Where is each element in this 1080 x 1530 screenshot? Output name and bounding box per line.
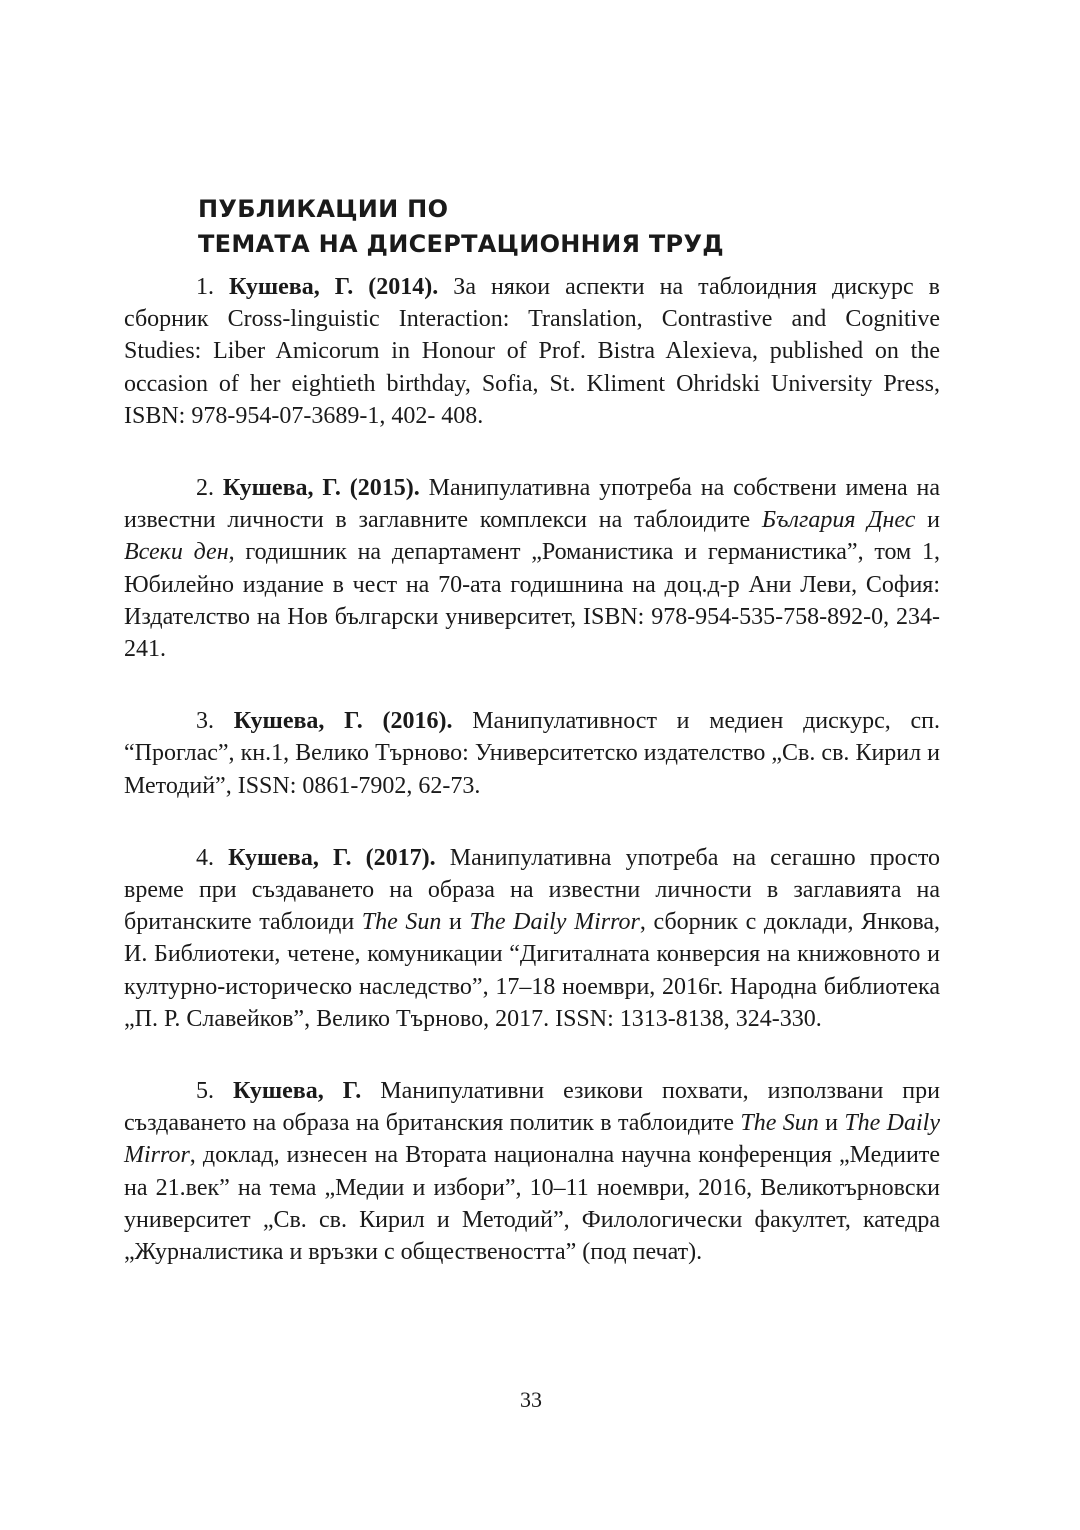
publication-text: , сборник с доклади, Янкова, И. Библиотеки, четене, комуникации “Дигиталната конверсия на книжовното и културно-историческо наследство”, 17–18 ноември, 2016г. Народна библиотека „П. Р. Славейков”, Велико Търново, 2017. ISSN: 1313-8138, 324-330. (124, 909, 941, 1032)
publication-title-italic: България Днес (761, 507, 916, 534)
publication-text: , доклад, изнесен на Втората национална научна конференция „Медиите на 21.век” на тема „Медии и избори”, 10–11 ноември, 2016, Великотърновски университет „Св. св. Кирил и Методий”, Филологически факултет, катедра „Журналистика и връзки с обществеността” (под печат). (124, 1142, 940, 1266)
section-heading-line-1: ПУБЛИКАЦИИ ПО (198, 195, 449, 223)
publication-item-1 (124, 271, 940, 432)
publication-number: 3. (196, 708, 214, 735)
publication-author: Кушева, Г. (2017). (228, 844, 436, 871)
publication-title-italic: Всеки ден (124, 539, 229, 566)
section-heading-line-2: ТЕМАТА НА ДИСЕРТАЦИОННИЯ ТРУД (198, 230, 724, 258)
publication-text: Манипулативна употреба на собствени имена на известни личности в заглавните комплекси на таблоидите (124, 475, 940, 534)
publication-text: , годишник на департамент „Романистика и германистика”, том 1, Юбилейно издание в чест на 70-ата годишнина на доц.д-р Ани Леви, София: Издателство на Нов български университет, ISBN: 978-954-535-758-892-0, 234-241. (124, 539, 940, 663)
publication-item-5 (124, 1075, 940, 1268)
publication-list (124, 271, 940, 1308)
publication-item-3 (124, 705, 940, 802)
section-heading (198, 192, 958, 262)
publication-text: Манипулативност и медиен дискурс, сп. “Проглас”, кн.1, Велико Търново: Университетско издателство „Св. св. Кирил и Методий”, ISSN: 0861-7902, 62-73. (124, 708, 940, 799)
publication-text: Манипулативни езикови похвати, използвани при създаването на образа на британския политик в таблоидите (124, 1078, 940, 1137)
publication-title-italic: The Daily Mirror (124, 1110, 941, 1169)
publication-text: Манипулативна употреба на сегашно просто време при създаването на образа на известни личности в заглавията на британските таблоиди (124, 844, 940, 936)
publication-number: 5. (196, 1078, 214, 1105)
publication-number: 4. (196, 844, 214, 871)
publication-text: За някои аспекти на таблоидния дискурс в сборник Cross-linguistic Interaction: Translation, Contrastive and Cognitive Studies: Liber Amicorum in Honour of Prof. Bistra Alexieva, published on the occasion of her eightieth birthday, Sofia, St. Kliment Ohridski University Press, ISBN: 978-954-07-3689-1, 402- 408. (124, 274, 941, 429)
publication-text: и (818, 1110, 845, 1137)
publication-title-italic: The Sun (740, 1110, 819, 1137)
publication-number: 2. (196, 475, 214, 502)
publication-author: Кушева, Г. (2014). (229, 274, 439, 300)
publication-item-2 (124, 472, 940, 665)
publication-author: Кушева, Г. (233, 1078, 362, 1105)
publication-title-italic: The Daily Mirror (469, 909, 640, 936)
publication-author: Кушева, Г. (2015). (222, 475, 420, 502)
publication-text: и (915, 507, 941, 534)
publication-author: Кушева, Г. (2016). (233, 708, 453, 735)
publication-text: и (441, 909, 470, 936)
publication-item-4 (124, 842, 940, 1035)
publication-number: 1. (196, 274, 214, 300)
publication-title-italic: The Sun (361, 909, 442, 936)
page-number: 33 (520, 1387, 542, 1412)
